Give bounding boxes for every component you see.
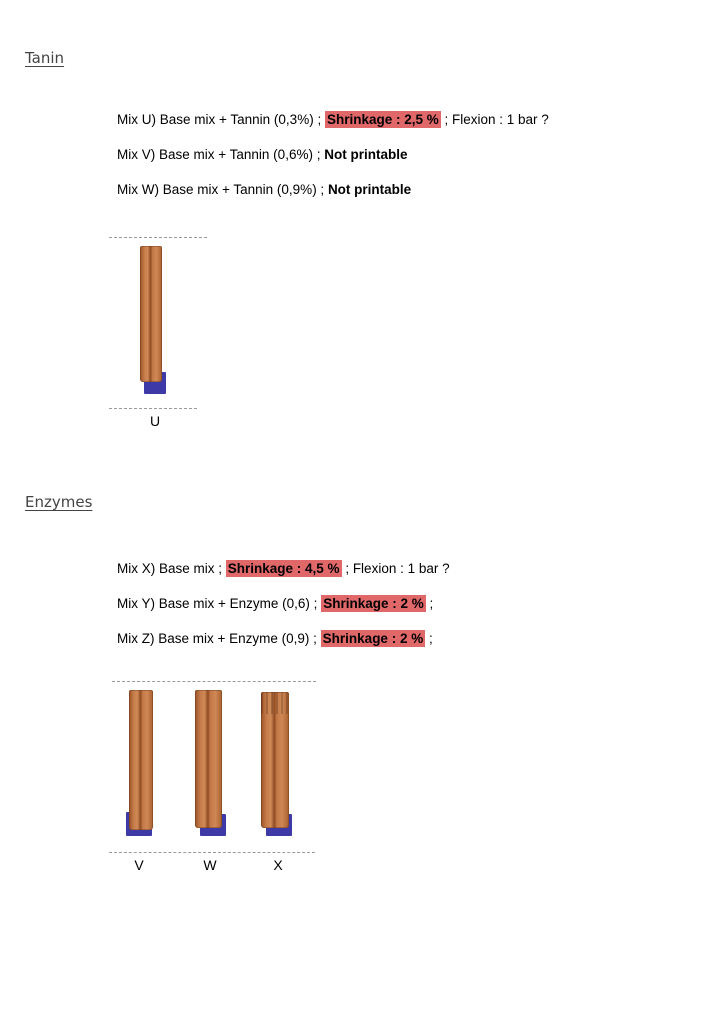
- mix-text: Mix W) Base mix + Tannin (0,9%) ;: [117, 182, 328, 197]
- sample-photo-x: [258, 692, 296, 840]
- shrinkage-highlight: Shrinkage : 4,5 %: [227, 561, 340, 576]
- sample-label-x: X: [273, 857, 283, 873]
- top-reference-line: [109, 237, 207, 238]
- sample-stick: [140, 246, 162, 382]
- bottom-reference-line: [109, 852, 315, 853]
- section-title-tanin: Tanin: [25, 49, 65, 67]
- mix-text: Mix Y) Base mix + Enzyme (0,6) ;: [117, 596, 322, 611]
- sample-photo-u: [138, 246, 170, 396]
- mix-text: Mix U) Base mix + Tannin (0,3%) ;: [117, 112, 325, 127]
- mix-line-u: [117, 111, 549, 129]
- sample-photo-w: [192, 690, 228, 840]
- sample-stick: [129, 690, 153, 830]
- mix-after: ; Flexion : 1 bar ?: [440, 112, 549, 127]
- mix-line-z: [117, 630, 433, 648]
- mix-after: ;: [425, 631, 433, 646]
- mix-after: ;: [425, 596, 434, 611]
- section-title-enzymes: Enzymes: [25, 493, 93, 511]
- sample-stick: [195, 690, 222, 828]
- sample-label-u: U: [149, 413, 161, 429]
- mix-text: Mix X) Base mix ;: [117, 561, 226, 576]
- mix-line-y: [117, 595, 433, 613]
- sample-label-w: W: [203, 857, 217, 873]
- top-reference-line: [112, 681, 316, 682]
- mix-text: Mix Z) Base mix + Enzyme (0,9) ;: [117, 631, 321, 646]
- sample-label-v: V: [134, 857, 144, 873]
- bottom-reference-line: [109, 408, 197, 409]
- sample-stick: [261, 692, 289, 828]
- mix-text: Mix V) Base mix + Tannin (0,6%) ;: [117, 147, 325, 162]
- shrinkage-highlight: Shrinkage : 2,5 %: [326, 112, 439, 127]
- not-printable-label: Not printable: [327, 182, 412, 197]
- not-printable-label: Not printable: [324, 147, 408, 162]
- mix-line-v: [117, 146, 407, 164]
- shrinkage-highlight: Shrinkage : 2 %: [323, 596, 424, 611]
- mix-line-w: [117, 181, 411, 199]
- mix-after: ; Flexion : 1 bar ?: [341, 561, 450, 576]
- mix-line-x: [117, 560, 450, 578]
- shrinkage-highlight: Shrinkage : 2 %: [322, 631, 424, 646]
- sample-photo-v: [124, 690, 158, 840]
